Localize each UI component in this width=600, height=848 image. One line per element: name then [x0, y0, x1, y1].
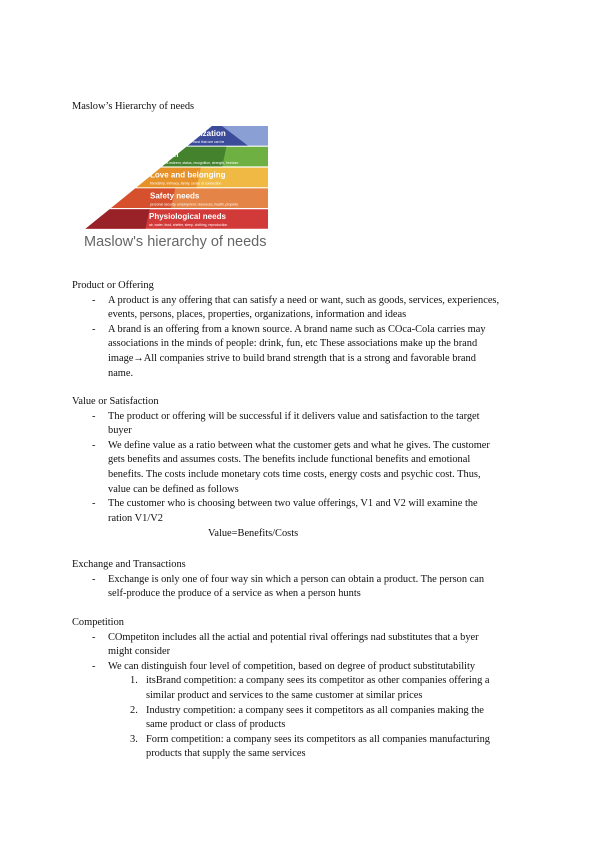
pyramid-level-label: Self-actualization [160, 129, 226, 138]
bullet-text: buyer [108, 425, 132, 437]
bullet-text: name. [108, 367, 134, 379]
bullet-text: events, persons, places, properties, organizations, information and ideas [108, 309, 407, 321]
page-title: Maslow’s Hierarchy of needs [72, 101, 195, 112]
bullet-text: The customer who is choosing between two value offerings, V1 and V2 will examine the [108, 498, 478, 510]
bullet-text: A brand is an offering from a known source. A brand name such as COca-Cola carries may [108, 323, 486, 335]
bullet-text: benefits. The costs include monetary cots time costs, energy costs and psychic cost. Thus, [108, 469, 481, 480]
pyramid-level [137, 168, 268, 188]
bullet-text: We define value as a ratio between what the customer gets and what he gives. The customer [108, 439, 490, 451]
bullet-text: A product is any offering that can satisfy a need or want, such as goods, services, experiences, [108, 294, 500, 306]
pyramid-caption: Maslow's hierarchy of needs [84, 234, 267, 250]
pyramid-level [85, 209, 268, 229]
numbered-item-text: products that supply the same services [146, 748, 306, 760]
bullet-text: gets benefits and assumes costs. The benefits include functional benefits and emotional [108, 454, 471, 466]
pyramid-level-desc: personal security, employment, resources, health, property [150, 202, 238, 207]
pyramid-level-label: Esteem [150, 149, 179, 159]
bullet-dash: - [92, 323, 96, 335]
bullet-text: value can be defined as follows [108, 483, 239, 495]
bullet-text: associations in the minds of people: drink, fun, etc These associations make up the brand [108, 338, 478, 350]
bullet-text: The product or offering will be successful if it delivers value and satisfaction to the target [108, 410, 480, 422]
numbered-item-text: itsBrand competition: a company sees its competitor as other companies offering a [146, 675, 490, 687]
pyramid-level-desc: friendship, intimacy, family, sense of connection [150, 181, 222, 186]
pyramid-level [160, 126, 268, 146]
bullet-dash: - [92, 573, 96, 585]
bullet-text: We can distinguish four level of competition, based on degree of product substitutability [108, 660, 476, 672]
maslow-pyramid-image [84, 126, 268, 230]
bullet-dash: - [92, 294, 96, 306]
bullet-dash: - [92, 410, 96, 422]
bullet-text: ration V1/V2 [108, 512, 163, 524]
pyramid-level-label: Physiological needs [149, 212, 226, 222]
bullet-dash: - [92, 498, 96, 510]
section-heading: Competition [72, 617, 124, 628]
pyramid-level-desc: respect, self-esteem, status, recognition, strength, freedom [150, 160, 239, 165]
bullet-text: self-produce the produce of a service as when a person hunts [108, 588, 361, 600]
section-heading: Value or Satisfaction [72, 396, 159, 407]
pyramid-level [150, 147, 268, 167]
list-number: 1. [130, 675, 138, 687]
numbered-item-text: same product or class of products [146, 719, 286, 731]
section-heading: Product or Offering [72, 280, 154, 291]
pyramid-level-label: Safety needs [150, 191, 200, 201]
bullet-text: might consider [108, 646, 171, 658]
numbered-item-text: Industry competition: a company sees it competitors as all companies making the [146, 704, 484, 716]
bullet-dash: - [92, 660, 96, 672]
bullet-text: COmpetiton includes all the actial and potential rival offerings nad substitutes that a byer [108, 631, 479, 643]
section-heading: Exchange and Transactions [72, 559, 186, 570]
pyramid-level-desc: air, water, food, shelter, sleep, clothing, reproduction [149, 223, 228, 228]
numbered-item-text: Form competition: a company sees its competitors as all companies manufacturing [146, 733, 490, 745]
bullet-dash: - [92, 439, 96, 451]
bullet-text: Exchange is only one of four way sin which a person can obtain a product. The person can [108, 573, 485, 585]
pyramid-level-desc: desire to become the most that one can be [160, 140, 225, 144]
bullet-text: image→All companies strive to build brand strength that is a strong and favorable brand [108, 353, 476, 364]
list-number: 3. [130, 733, 138, 745]
bullet-dash: - [92, 631, 96, 643]
pyramid-level [111, 188, 268, 208]
value-formula: Value=Benefits/Costs [208, 527, 299, 539]
pyramid-level-label: Love and belonging [150, 170, 226, 180]
list-number: 2. [130, 704, 138, 716]
numbered-item-text: similar product and services to the same customer at similar prices [146, 690, 423, 701]
